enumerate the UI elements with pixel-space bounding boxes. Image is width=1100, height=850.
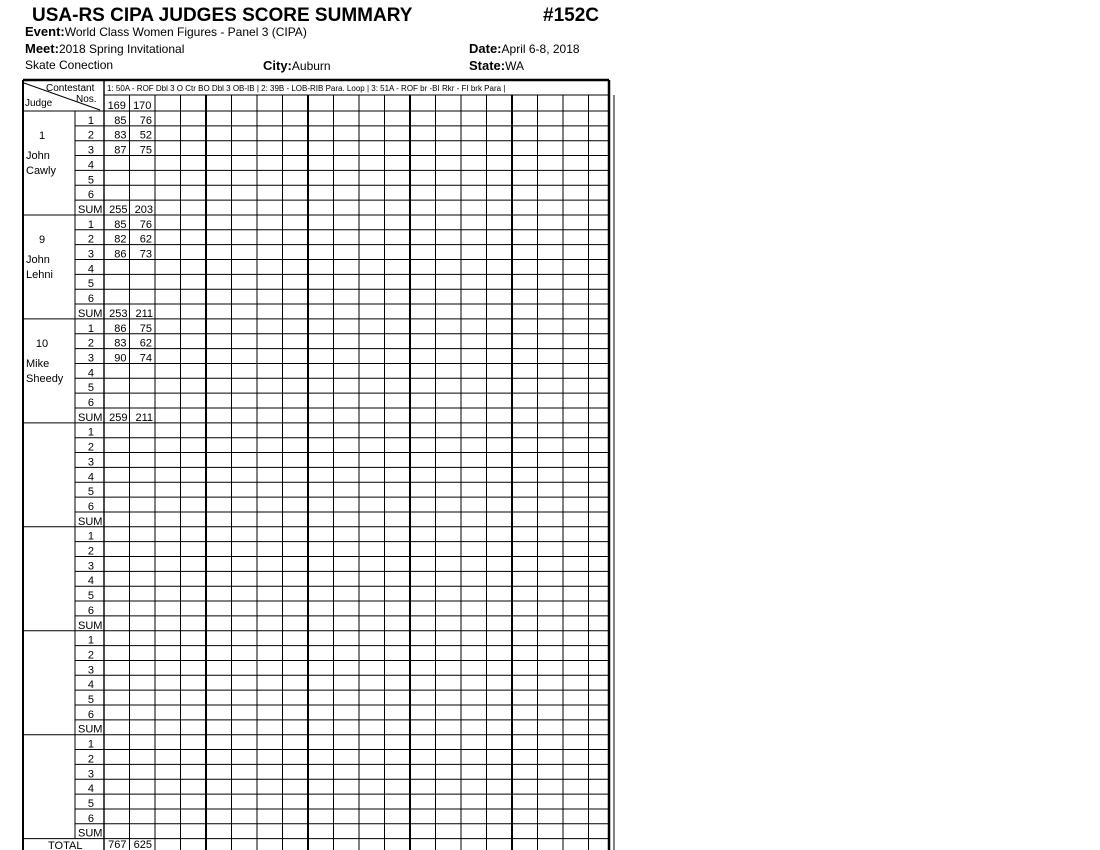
row-label: 1 bbox=[87, 114, 94, 127]
judge-number: 10 bbox=[35, 337, 49, 350]
figures-caption: 1: 50A - ROF Dbl 3 O Ctr BO Dbl 3 OB-IB | 2: 39B - LOB-RIB Para. Loop | 3: 51A - ROF br -BI Rkr - FI brk Para | bbox=[107, 84, 506, 93]
score-cell: 73 bbox=[139, 248, 152, 261]
row-label: 1 bbox=[87, 426, 94, 439]
row-label: 6 bbox=[87, 397, 94, 409]
nos-label: Nos. bbox=[76, 94, 97, 105]
event-value: World Class Women Figures - Panel 3 (CIPA) bbox=[64, 25, 307, 39]
row-label: 4 bbox=[87, 367, 94, 380]
judge-number: 1 bbox=[38, 130, 46, 142]
city-label: City: bbox=[263, 58, 292, 73]
sum-label: SUM bbox=[78, 203, 103, 216]
row-label: 2 bbox=[87, 545, 94, 558]
row-label: 3 bbox=[87, 664, 94, 677]
judge-first-name: Mike bbox=[26, 357, 50, 370]
sum-value: 203 bbox=[134, 203, 153, 216]
club-name: Skate Conection bbox=[25, 58, 114, 72]
score-cell: 85 bbox=[114, 218, 127, 231]
sum-label: SUM bbox=[78, 515, 103, 528]
sum-label: SUM bbox=[78, 411, 103, 424]
score-cell: 75 bbox=[139, 322, 152, 335]
judge-last-name: Lehni bbox=[26, 268, 53, 281]
page-title: USA-RS CIPA JUDGES SCORE SUMMARY bbox=[32, 5, 413, 26]
row-label: 5 bbox=[87, 797, 94, 810]
row-label: 3 bbox=[87, 248, 94, 261]
row-label: 6 bbox=[87, 189, 94, 202]
row-label: 1 bbox=[87, 322, 94, 335]
row-label: 2 bbox=[87, 337, 94, 350]
city-value: Auburn bbox=[291, 59, 331, 73]
date-value: April 6-8, 2018 bbox=[501, 42, 580, 56]
row-label: 4 bbox=[87, 471, 94, 484]
total-value: 767 bbox=[108, 839, 127, 850]
sum-label: SUM bbox=[78, 619, 103, 632]
row-label: 1 bbox=[87, 530, 94, 543]
judge-first-name: John bbox=[26, 150, 50, 162]
score-cell: 83 bbox=[114, 337, 127, 350]
score-cell: 75 bbox=[139, 144, 152, 157]
sum-value: 253 bbox=[109, 307, 128, 320]
score-cell: 90 bbox=[114, 352, 127, 365]
row-label: 6 bbox=[87, 604, 94, 617]
row-label: 4 bbox=[87, 159, 94, 172]
row-label: 2 bbox=[87, 129, 94, 142]
row-label: 3 bbox=[87, 768, 94, 781]
row-label: 1 bbox=[87, 218, 94, 231]
row-label: 3 bbox=[87, 560, 94, 573]
row-label: 2 bbox=[87, 441, 94, 454]
row-label: 2 bbox=[87, 753, 94, 766]
row-label: 5 bbox=[87, 174, 94, 187]
row-label: 4 bbox=[87, 263, 94, 276]
sum-label: SUM bbox=[78, 723, 103, 736]
row-label: 4 bbox=[87, 783, 94, 796]
sum-value: 259 bbox=[109, 411, 128, 424]
score-cell: 74 bbox=[139, 352, 152, 365]
sum-label: SUM bbox=[78, 307, 103, 320]
meet-label: Meet: bbox=[25, 41, 59, 56]
contestant-number: 169 bbox=[107, 100, 126, 112]
row-label: 6 bbox=[87, 500, 94, 513]
row-label: 3 bbox=[87, 456, 94, 469]
date-label: Date: bbox=[469, 41, 502, 56]
row-label: 1 bbox=[87, 634, 94, 647]
row-label: 4 bbox=[87, 575, 94, 588]
score-cell: 76 bbox=[139, 114, 152, 127]
contestant-label: Contestant bbox=[46, 83, 95, 94]
score-cell: 86 bbox=[114, 248, 127, 261]
score-cell: 85 bbox=[114, 114, 127, 127]
sum-value: 211 bbox=[135, 411, 153, 424]
judge-last-name: Sheedy bbox=[26, 372, 64, 385]
row-label: 6 bbox=[87, 293, 94, 306]
row-label: 5 bbox=[87, 486, 94, 499]
row-label: 6 bbox=[87, 812, 94, 825]
score-cell: 76 bbox=[139, 218, 152, 231]
total-label: TOTAL bbox=[48, 840, 83, 850]
judge-last-name: Cawly bbox=[26, 165, 56, 177]
state-value: WA bbox=[505, 59, 525, 73]
row-label: 1 bbox=[87, 738, 94, 751]
score-cell: 62 bbox=[139, 233, 152, 246]
judge-first-name: John bbox=[26, 253, 50, 266]
score-cell: 83 bbox=[114, 129, 127, 142]
event-label: Event: bbox=[25, 24, 65, 39]
row-label: 2 bbox=[87, 649, 94, 662]
judge-label: Judge bbox=[25, 98, 53, 109]
row-label: 2 bbox=[87, 233, 94, 246]
row-label: 5 bbox=[87, 382, 94, 395]
contestant-number: 170 bbox=[133, 100, 152, 112]
row-label: 5 bbox=[87, 694, 94, 706]
row-label: 5 bbox=[87, 590, 94, 603]
sum-value: 211 bbox=[135, 307, 153, 320]
row-label: 3 bbox=[87, 352, 94, 365]
row-label: 4 bbox=[87, 679, 94, 692]
state-label: State: bbox=[469, 58, 506, 73]
row-label: 5 bbox=[87, 278, 94, 291]
score-cell: 82 bbox=[114, 233, 127, 246]
sum-value: 255 bbox=[109, 203, 128, 216]
sum-label: SUM bbox=[78, 827, 103, 840]
judge-number: 9 bbox=[38, 233, 46, 246]
meet-value: 2018 Spring Invitational bbox=[58, 42, 185, 56]
score-cell: 62 bbox=[139, 337, 152, 350]
score-cell: 87 bbox=[114, 144, 127, 157]
row-label: 6 bbox=[87, 708, 94, 721]
score-cell: 86 bbox=[114, 322, 127, 335]
form-number: #152C bbox=[543, 5, 599, 26]
score-cell: 52 bbox=[139, 129, 152, 142]
total-value: 625 bbox=[133, 839, 152, 850]
row-label: 3 bbox=[87, 144, 94, 157]
